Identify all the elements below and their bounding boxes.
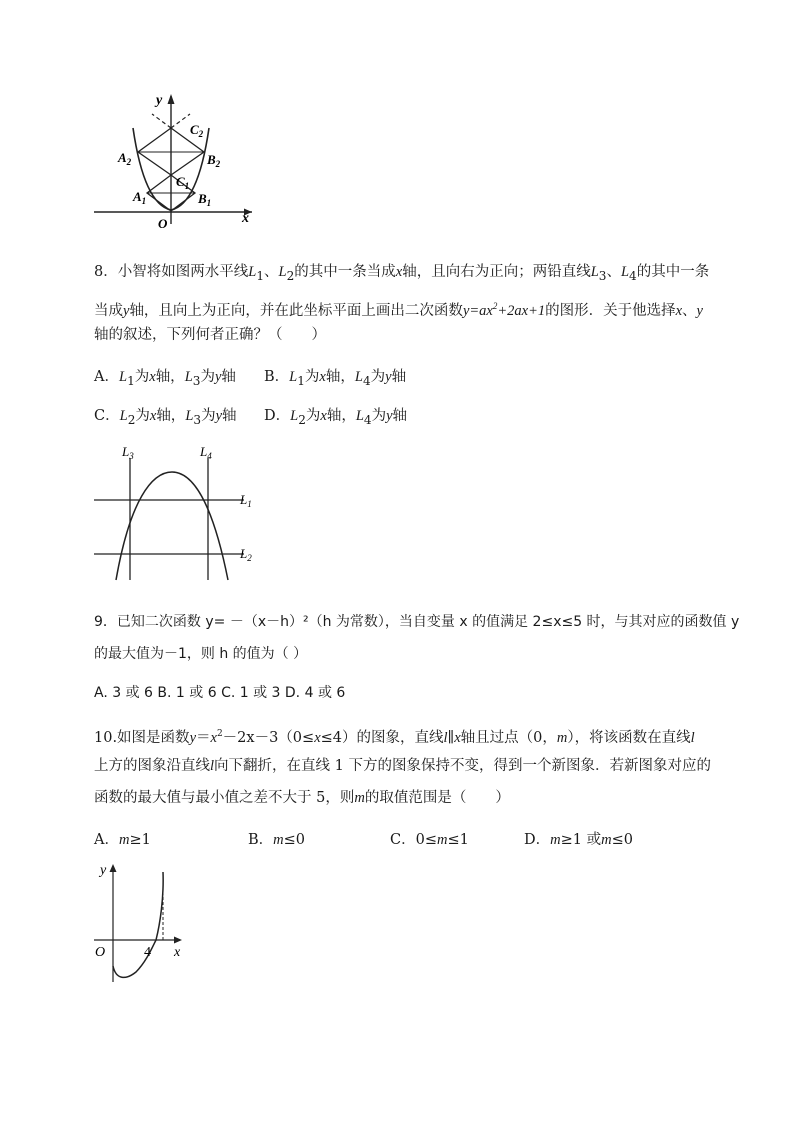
q8-option-b[interactable]: B．$L_1$为x轴，$L_4$为y轴 bbox=[264, 369, 407, 388]
label-b1: $B_1$ bbox=[198, 191, 212, 208]
q10-option-d[interactable]: D．m≥1 或m≤0 bbox=[524, 832, 633, 848]
q10-line-3: 函数的最大值与最小值之差不大于 5，则m的取值范围是（ ） bbox=[94, 790, 510, 806]
label-a2: $A_2$ bbox=[118, 150, 132, 167]
function-curve bbox=[113, 872, 163, 977]
label-L2: $L_2$ bbox=[240, 546, 252, 563]
label-x: x bbox=[174, 945, 181, 960]
label-four: 4 bbox=[144, 945, 151, 960]
label-y: y bbox=[156, 93, 163, 108]
downward-parabola bbox=[116, 472, 228, 580]
q10-line-1: 10.如图是函数$y=x^2-2x-3(0\le x\le 4)$的图象，直线l∥x轴且过点（0，m），将该函数在直线l bbox=[94, 729, 695, 746]
q10-option-b[interactable]: B．m≤0 bbox=[248, 832, 306, 848]
label-origin: O bbox=[158, 216, 168, 231]
q8-option-d[interactable]: D．$L_2$为x轴，$L_4$为y轴 bbox=[264, 408, 408, 427]
y-axis-arrow bbox=[168, 94, 175, 104]
label-L1: $L_1$ bbox=[240, 492, 252, 509]
label-L4: $L_4$ bbox=[200, 444, 212, 461]
q8-option-a[interactable]: A．$L_1$为x轴，$L_3$为y轴 bbox=[94, 369, 236, 388]
label-a1: $A_1$ bbox=[133, 189, 147, 206]
label-c2: $C_2$ bbox=[190, 122, 204, 139]
y-axis-arrow bbox=[110, 864, 117, 872]
label-L3: $L_3$ bbox=[122, 444, 134, 461]
q9-line-1: 9．已知二次函数 y= －（x－h）²（h 为常数），当自变量 x 的值满足 2≤x≤5 时，与其对应的函数值 y bbox=[94, 614, 740, 630]
q10-option-c[interactable]: C．0≤m≤1 bbox=[390, 832, 469, 848]
dashed-ext-right bbox=[171, 114, 190, 128]
figure-q8-lines bbox=[92, 440, 262, 582]
q8-line-1: 8．小智将如图两水平线$L_1$、$L_2$的其中一条当成x轴，且向右为正向；两铅直线$L_3$、$L_4$的其中一条 bbox=[94, 264, 710, 283]
label-origin: O bbox=[95, 945, 106, 960]
q10-line-2: 上方的图象沿直线l向下翻折，在直线 1 下方的图象保持不变，得到一个新图象．若新图象对应的 bbox=[94, 758, 711, 774]
label-b2: $B_2$ bbox=[207, 152, 221, 169]
x-axis-arrow bbox=[174, 937, 182, 944]
q8-option-c[interactable]: C．$L_2$为x轴，$L_3$为y轴 bbox=[94, 408, 237, 427]
figure-q10-graph bbox=[92, 858, 202, 986]
figure-q7-parabola bbox=[92, 86, 262, 236]
q8-line-2: 当成y轴，且向上为正向，并在此坐标平面上画出二次函数$y=ax^2+2ax+1$的图形．关于他选择x、y bbox=[94, 301, 703, 319]
q8-line-3: 轴的叙述，下列何者正确？（ ） bbox=[94, 327, 326, 343]
q9-line-2: 的最大值为－1，则 h 的值为（ ） bbox=[94, 646, 308, 662]
label-x: x bbox=[242, 211, 249, 226]
label-y: y bbox=[100, 863, 107, 878]
q9-options[interactable]: A. 3 或 6 B. 1 或 6 C. 1 或 3 D. 4 或 6 bbox=[94, 685, 346, 701]
q10-option-a[interactable]: A．m≥1 bbox=[94, 832, 151, 848]
label-c1: $C_1$ bbox=[176, 174, 190, 191]
dashed-ext-left bbox=[152, 114, 171, 128]
